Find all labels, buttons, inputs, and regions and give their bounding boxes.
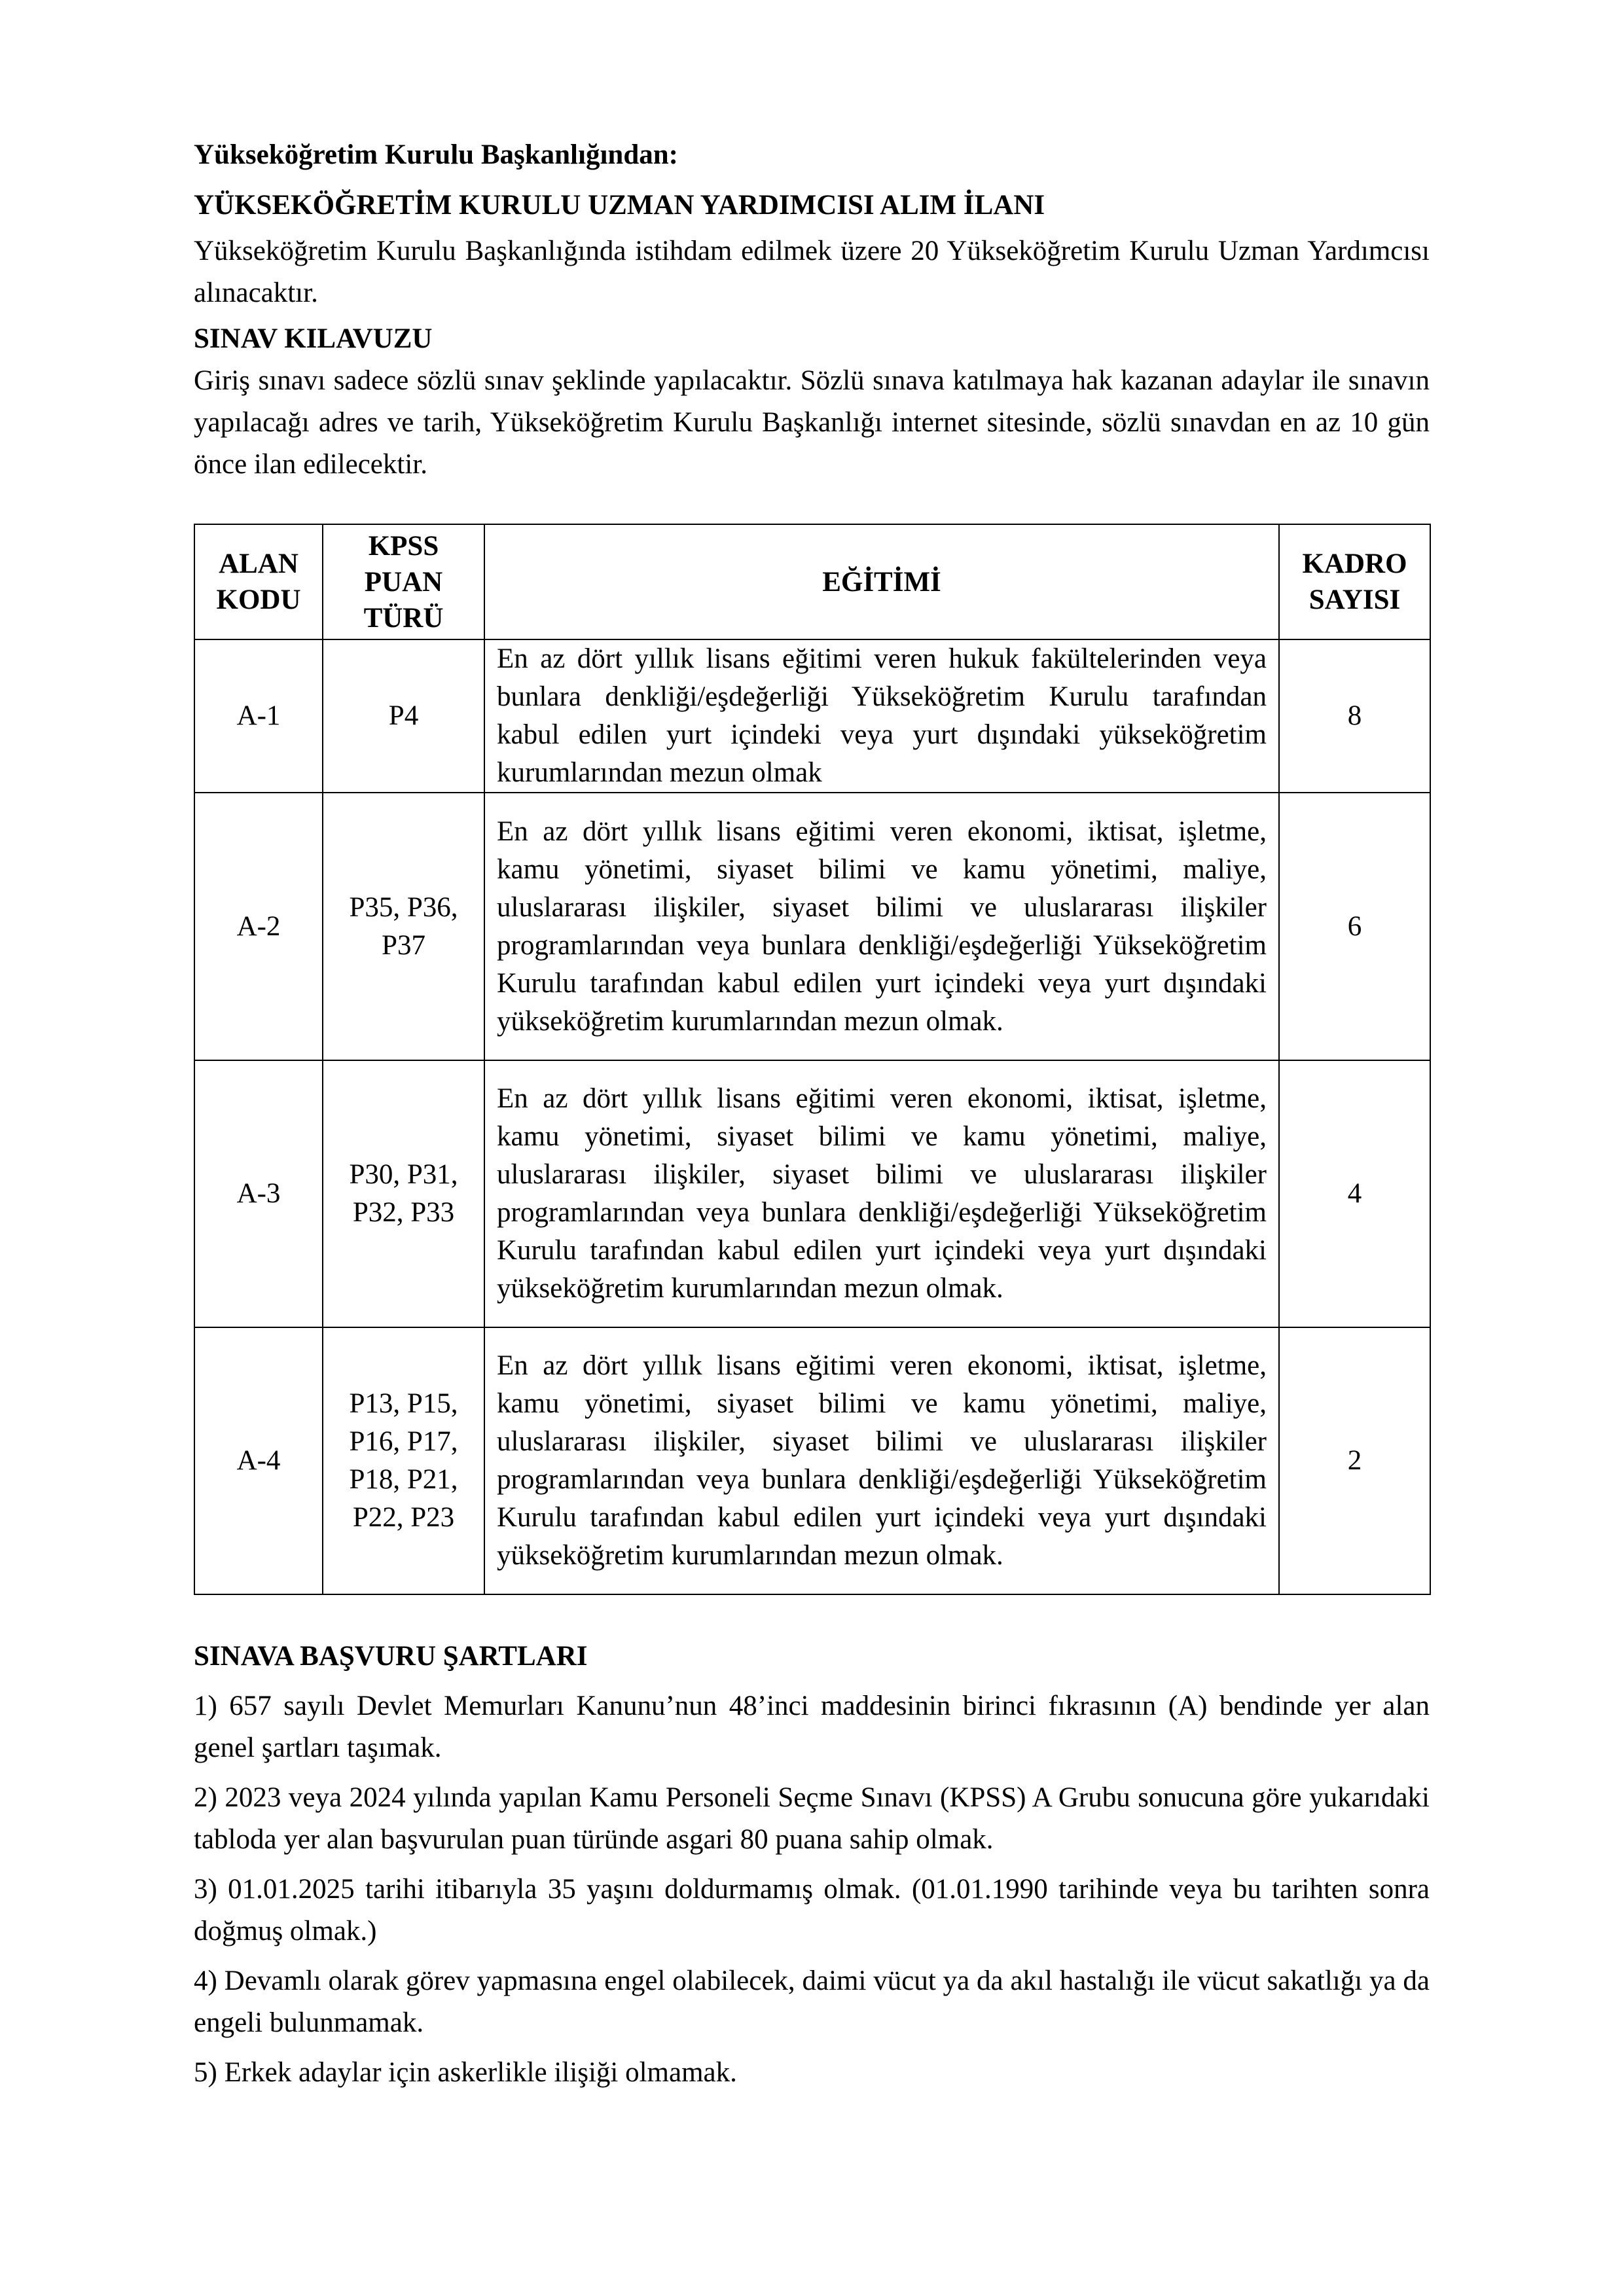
header-kpss-puan-turu: KPSS PUAN TÜRÜ bbox=[323, 524, 484, 639]
requirements-section bbox=[194, 1636, 1430, 2094]
table-row bbox=[194, 639, 1430, 793]
row-kadro: 6 bbox=[1279, 793, 1430, 1060]
table-row bbox=[194, 793, 1430, 1060]
header-alan-kodu: ALAN KODU bbox=[194, 524, 323, 639]
positions-table bbox=[194, 524, 1431, 1595]
row-education: En az dört yıllık lisans eğitimi veren hukuk fakültelerinden veya bunlara denkliği/eşdeğerliği Yükseköğretim Kurulu tarafından kabul edilen yurt içindeki veya yurt dışındaki yükseköğretim kurumlarından mezun olmak bbox=[484, 639, 1279, 793]
row-education: En az dört yıllık lisans eğitimi veren ekonomi, iktisat, işletme, kamu yönetimi, siyaset bilimi ve kamu yönetimi, maliye, uluslararası ilişkiler, siyaset bilimi ve uluslararası ilişkiler programlarından veya bunlara denkliği/eşdeğerliği Yükseköğretim Kurulu tarafından kabul edilen yurt içindeki veya yurt dışındaki yükseköğretim kurumlarından mezun olmak. bbox=[484, 793, 1279, 1060]
table-row bbox=[194, 1060, 1430, 1327]
row-education: En az dört yıllık lisans eğitimi veren ekonomi, iktisat, işletme, kamu yönetimi, siyaset bilimi ve kamu yönetimi, maliye, uluslararası ilişkiler, siyaset bilimi ve uluslararası ilişkiler programlarından veya bunlara denkliği/eşdeğerliği Yükseköğretim Kurulu tarafından kabul edilen yurt içindeki veya yurt dışındaki yükseköğretim kurumlarından mezun olmak. bbox=[484, 1327, 1279, 1594]
table-row bbox=[194, 1327, 1430, 1594]
header-egitimi: EĞİTİMİ bbox=[484, 524, 1279, 639]
table-header-row bbox=[194, 524, 1430, 639]
announcement-title: YÜKSEKÖĞRETİM KURULU UZMAN YARDIMCISI ALIM İLANI bbox=[194, 190, 1045, 221]
row-alan-kodu: A-4 bbox=[194, 1327, 323, 1594]
requirement-item: 4) Devamlı olarak görev yapmasına engel olabilecek, daimi vücut ya da akıl hastalığı ile vücut sakatlığı ya da engeli bulunmamak. bbox=[194, 1965, 1430, 2038]
requirement-item: 2) 2023 veya 2024 yılında yapılan Kamu Personeli Seçme Sınavı (KPSS) A Grubu sonucuna göre yukarıdaki tabloda yer alan başvurulan puan türünde asgari 80 puana sahip olmak. bbox=[194, 1782, 1430, 1855]
row-kadro: 8 bbox=[1279, 639, 1430, 793]
row-kpss: P35, P36, P37 bbox=[323, 793, 484, 1060]
issuer-heading: Yükseköğretim Kurulu Başkanlığından: bbox=[194, 139, 678, 170]
requirements-heading: SINAVA BAŞVURU ŞARTLARI bbox=[194, 1641, 588, 1672]
requirement-item: 5) Erkek adaylar için askerlikle ilişiği olmamak. bbox=[194, 2057, 737, 2088]
row-alan-kodu: A-2 bbox=[194, 793, 323, 1060]
row-kadro: 2 bbox=[1279, 1327, 1430, 1594]
row-education: En az dört yıllık lisans eğitimi veren ekonomi, iktisat, işletme, kamu yönetimi, siyaset bilimi ve kamu yönetimi, maliye, uluslararası ilişkiler, siyaset bilimi ve uluslararası ilişkiler programlarından veya bunlara denkliği/eşdeğerliği Yükseköğretim Kurulu tarafından kabul edilen yurt içindeki veya yurt dışındaki yükseköğretim kurumlarından mezun olmak. bbox=[484, 1060, 1279, 1327]
row-kadro: 4 bbox=[1279, 1060, 1430, 1327]
row-kpss: P13, P15, P16, P17, P18, P21, P22, P23 bbox=[323, 1327, 484, 1594]
exam-guide-heading: SINAV KILAVUZU bbox=[194, 323, 433, 354]
document-page bbox=[194, 134, 1430, 2094]
header-kadro-sayisi: KADRO SAYISI bbox=[1279, 524, 1430, 639]
row-kpss: P4 bbox=[323, 639, 484, 793]
requirement-item: 1) 657 sayılı Devlet Memurları Kanunu’nun 48’inci maddesinin birinci fıkrasının (A) bendinde yer alan genel şartları taşımak. bbox=[194, 1691, 1430, 1763]
row-alan-kodu: A-3 bbox=[194, 1060, 323, 1327]
row-kpss: P30, P31, P32, P33 bbox=[323, 1060, 484, 1327]
intro-paragraph: Yükseköğretim Kurulu Başkanlığında istihdam edilmek üzere 20 Yükseköğretim Kurulu Uzman Yardımcısı alınacaktır. bbox=[194, 236, 1430, 308]
exam-guide-paragraph: Giriş sınavı sadece sözlü sınav şeklinde yapılacaktır. Sözlü sınava katılmaya hak kazanan adaylar ile sınavın yapılacağı adres ve tarih, Yükseköğretim Kurulu Başkanlığı internet sitesinde, sözlü sınavdan en az 10 gün önce ilan edilecektir. bbox=[194, 365, 1430, 480]
row-alan-kodu: A-1 bbox=[194, 639, 323, 793]
requirement-item: 3) 01.01.2025 tarihi itibarıyla 35 yaşını doldurmamış olmak. (01.01.1990 tarihinde veya bu tarihten sonra doğmuş olmak.) bbox=[194, 1874, 1430, 1946]
